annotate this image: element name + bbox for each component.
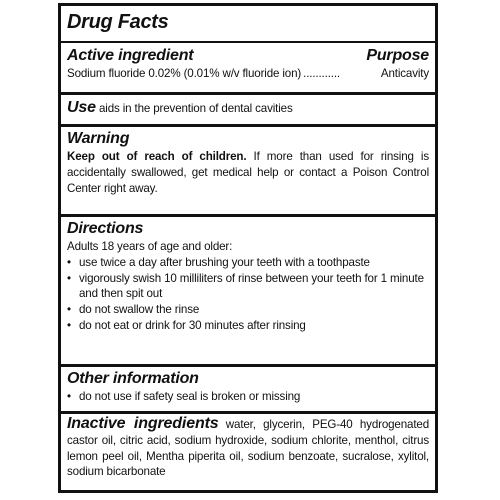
bullet: • <box>67 303 71 317</box>
bullet: • <box>67 255 71 269</box>
warning-bold-text: Keep out of reach of children. <box>67 150 247 163</box>
dot-leader: ............ <box>303 67 340 80</box>
use-section <box>61 100 435 117</box>
use-heading: Use <box>67 99 96 116</box>
active-ingredient-text: Sodium fluoride 0.02% (0.01% w/v fluoride ion) <box>67 67 302 80</box>
directions-section <box>61 219 435 334</box>
inactive-ingredients-heading: Inactive ingredients <box>67 415 219 432</box>
bullet: • <box>67 318 71 332</box>
bullet: • <box>67 271 71 285</box>
list-item <box>67 318 429 334</box>
warning-heading: Warning <box>67 130 130 147</box>
divider <box>61 92 435 95</box>
warning-text: If more than used for rinsing is accidentally swallowed, get medical help or contact a Poison Control Center right away. <box>67 150 430 195</box>
divider <box>61 214 435 217</box>
other-information-section <box>61 369 435 405</box>
divider <box>61 411 435 414</box>
divider <box>61 124 435 127</box>
directions-intro: Adults 18 years of age and older: <box>67 240 233 253</box>
list-item <box>67 255 429 271</box>
purpose-heading: Purpose <box>366 47 429 64</box>
drug-facts-title: Drug Facts <box>67 11 169 33</box>
list-item-text: do not swallow the rinse <box>79 303 200 317</box>
active-ingredient-section <box>61 46 435 82</box>
list-item-text: use twice a day after brushing your teeth with a toothpaste <box>79 255 370 269</box>
list-item-text: do not eat or drink for 30 minutes after rinsing <box>79 318 306 332</box>
drug-facts-panel <box>58 3 438 493</box>
warning-section <box>61 129 435 196</box>
divider <box>61 41 435 43</box>
divider <box>61 364 435 367</box>
purpose-text: Anticavity <box>380 67 429 80</box>
inactive-ingredients-text: water, glycerin, PEG-40 hydrogenated castor oil, citric acid, sodium hydroxide, sodium chlorite, menthol, citrus lemon peel oil, Mentha piperita oil, sodium benzoate, sucralose, xylitol, sodium bicarbonate <box>67 418 429 479</box>
list-item-text: vigorously swish 10 milliliters of rinse between your teeth for 1 minute and then spit out <box>79 271 424 301</box>
list-item <box>67 302 429 318</box>
directions-list <box>67 255 429 334</box>
list-item <box>67 389 429 405</box>
active-ingredient-row <box>67 66 429 82</box>
other-information-list <box>67 389 429 405</box>
directions-heading: Directions <box>67 220 144 237</box>
active-heading-row <box>67 46 429 66</box>
use-text: aids in the prevention of dental cavities <box>95 102 293 115</box>
inactive-ingredients-section <box>61 416 435 480</box>
warning-body <box>67 149 429 196</box>
active-ingredient-heading: Active ingredient <box>67 47 194 64</box>
other-information-heading: Other information <box>67 370 199 387</box>
bullet: • <box>67 390 71 403</box>
list-item <box>67 271 429 303</box>
list-item-text: do not use if safety seal is broken or missing <box>79 390 301 403</box>
title-section <box>61 9 435 35</box>
